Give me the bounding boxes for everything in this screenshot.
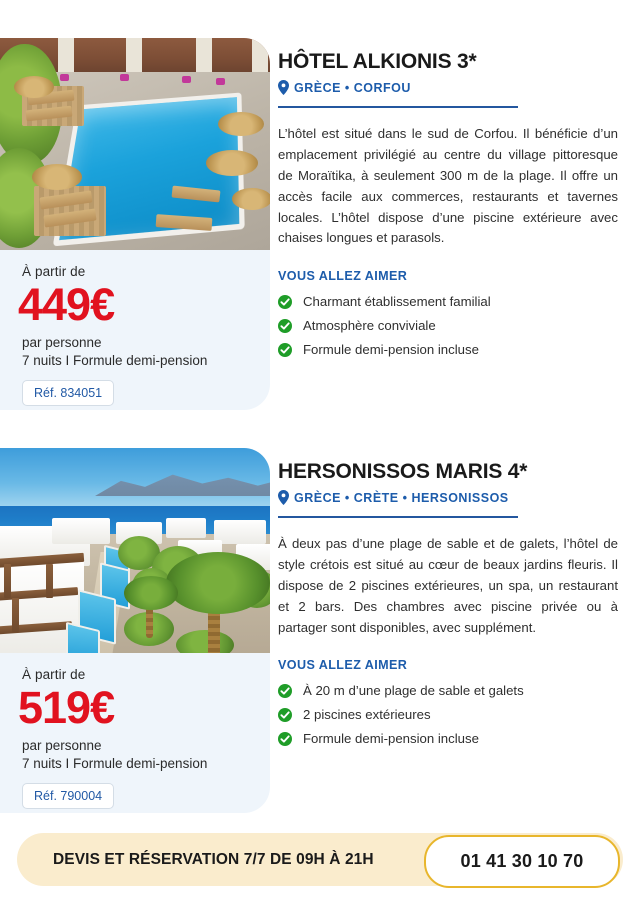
hotel-photo-alkionis bbox=[0, 38, 270, 250]
reservation-text: DEVIS ET RÉSERVATION 7/7 DE 09H À 21H bbox=[53, 850, 374, 868]
offer-left-column bbox=[0, 448, 270, 813]
list-item bbox=[278, 318, 626, 333]
phone-button[interactable] bbox=[424, 835, 620, 888]
price-panel-alkionis bbox=[0, 250, 270, 410]
check-circle-icon bbox=[278, 732, 292, 746]
list-item bbox=[278, 342, 626, 357]
hotel-description: À deux pas d’une plage de sable et de galets, l’hôtel de style crétois est situé au cœur de beaux jardins fleuris. Il dispose de 2 piscines extérieures, un spa, un restaurant et 2 bars. Des chambres avec piscine privée ou à partager sont disponibles, avec supplément. bbox=[278, 536, 618, 635]
list-item bbox=[278, 731, 626, 746]
section-divider bbox=[278, 516, 518, 518]
offer-right-column bbox=[278, 448, 626, 755]
list-item-label: 2 piscines extérieures bbox=[303, 707, 431, 723]
list-item-label: Formule demi-pension incluse bbox=[303, 342, 479, 358]
photo-artwork-pool bbox=[0, 38, 270, 250]
offer-right-column bbox=[278, 38, 626, 366]
price-details bbox=[22, 334, 270, 370]
list-item bbox=[278, 707, 626, 722]
list-item-label: Atmosphère conviviale bbox=[303, 318, 436, 334]
hotel-title: HÔTEL ALKIONIS 3* bbox=[278, 50, 477, 73]
reference-badge[interactable]: Réf. 834051 bbox=[22, 380, 114, 406]
check-circle-icon bbox=[278, 319, 292, 333]
location-text: GRÈCE • CRÈTE • HERSONISSOS bbox=[294, 490, 509, 505]
check-circle-icon bbox=[278, 343, 292, 357]
hotel-photo-hersonissos bbox=[0, 448, 270, 653]
check-circle-icon bbox=[278, 708, 292, 722]
map-pin-icon bbox=[278, 80, 289, 95]
likes-list bbox=[278, 683, 626, 746]
hotel-title: HERSONISSOS MARIS 4* bbox=[278, 460, 528, 483]
hotel-description: L’hôtel est situé dans le sud de Corfou. Il bénéficie d’un emplacement privilégié au centre du village pittoresque de Moraïtika, à seulement 300 m de la plage. Il offre un accès facile aux commerces, restaurants et tavernes locales. L’hôtel dispose d’une piscine extérieure avec chaises longues et parasols. bbox=[278, 126, 618, 246]
photo-artwork-resort bbox=[0, 448, 270, 653]
list-item bbox=[278, 683, 626, 698]
from-label: À partir de bbox=[22, 264, 86, 279]
section-divider bbox=[278, 106, 518, 108]
reference-badge[interactable]: Réf. 790004 bbox=[22, 783, 114, 809]
check-circle-icon bbox=[278, 295, 292, 309]
per-person-label: par personne bbox=[22, 738, 102, 754]
list-item-label: Charmant établissement familial bbox=[303, 294, 491, 310]
likes-list bbox=[278, 294, 626, 357]
likes-heading: VOUS ALLEZ AIMER bbox=[278, 269, 408, 284]
location-row bbox=[278, 490, 626, 505]
stay-details: 7 nuits I Formule demi-pension bbox=[22, 756, 208, 772]
price-details bbox=[22, 737, 270, 773]
offer-left-column bbox=[0, 38, 270, 410]
price-amount: 519€ bbox=[18, 682, 115, 733]
list-item-label: À 20 m d’une plage de sable et galets bbox=[303, 683, 524, 699]
location-text: GRÈCE • CORFOU bbox=[294, 80, 411, 95]
stay-details: 7 nuits I Formule demi-pension bbox=[22, 353, 208, 369]
check-circle-icon bbox=[278, 684, 292, 698]
list-item bbox=[278, 294, 626, 309]
likes-heading: VOUS ALLEZ AIMER bbox=[278, 658, 408, 673]
phone-number: 01 41 30 10 70 bbox=[460, 851, 584, 871]
map-pin-icon bbox=[278, 490, 289, 505]
price-panel-hersonissos bbox=[0, 653, 270, 813]
list-item-label: Formule demi-pension incluse bbox=[303, 731, 479, 747]
per-person-label: par personne bbox=[22, 335, 102, 351]
reservation-banner bbox=[17, 833, 623, 886]
price-amount: 449€ bbox=[18, 279, 115, 330]
location-row bbox=[278, 80, 626, 95]
from-label: À partir de bbox=[22, 667, 86, 682]
